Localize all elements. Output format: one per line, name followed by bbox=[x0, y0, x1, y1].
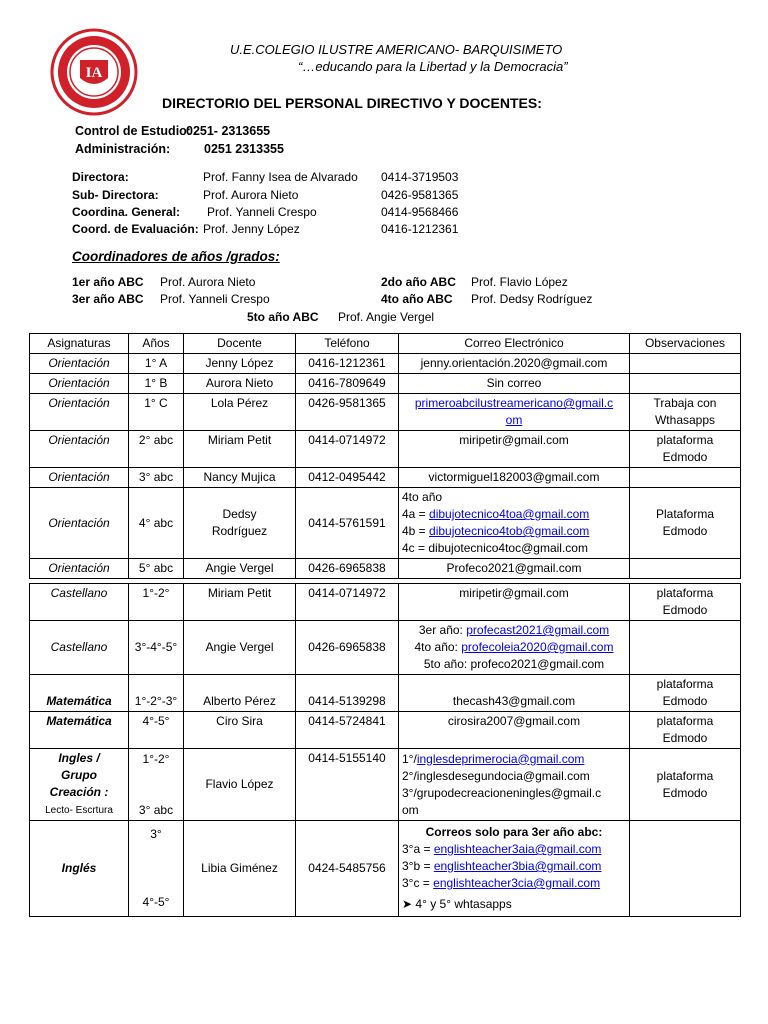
years-bottom: 4°-5° bbox=[142, 895, 170, 909]
coordinator-name: Prof. Dedsy Rodríguez bbox=[471, 292, 593, 306]
cell-years bbox=[129, 749, 184, 821]
table-row bbox=[30, 374, 741, 394]
contact-administracion-value: 0251 2313355 bbox=[204, 142, 284, 156]
cell-obs bbox=[630, 488, 741, 559]
cell-teacher: Ciro Sira bbox=[184, 712, 296, 749]
page-title-text: DIRECTORIO DEL PERSONAL DIRECTIVO Y DOCENTES bbox=[162, 95, 538, 111]
email-label: 1°/ bbox=[402, 751, 417, 766]
cell-email: thecash43@gmail.com bbox=[399, 675, 630, 712]
header-correo: Correo Electrónico bbox=[399, 334, 630, 354]
email-link[interactable]: profecoleia2020@gmail.com bbox=[461, 640, 614, 654]
cell-obs bbox=[630, 559, 741, 579]
coordinator-year: 2do año ABC bbox=[381, 275, 456, 289]
cell-teacher: Nancy Mujica bbox=[184, 468, 296, 488]
cell-years: 3°-4°-5° bbox=[129, 621, 184, 675]
cell-phone: 0414-5155140 bbox=[296, 749, 399, 821]
table-row bbox=[30, 749, 741, 821]
email-link[interactable]: dibujotecnico4toa@gmail.com bbox=[429, 507, 590, 521]
cell-years: 5° abc bbox=[129, 559, 184, 579]
subjects-table bbox=[29, 583, 741, 917]
cell-teacher: Flavio López bbox=[184, 749, 296, 821]
cell-years: 1°-2°-3° bbox=[129, 675, 184, 712]
cell-years: 4° abc bbox=[129, 488, 184, 559]
header-asignaturas: Asignaturas bbox=[30, 334, 129, 354]
cell-phone: 0426-9581365 bbox=[296, 394, 399, 431]
staff-phone: 0426-9581365 bbox=[381, 188, 459, 202]
cell-subject: Orientación bbox=[30, 374, 129, 394]
cell-phone: 0426-6965838 bbox=[296, 559, 399, 579]
table-row bbox=[30, 431, 741, 468]
cell-years: 3° abc bbox=[129, 468, 184, 488]
cell-years bbox=[129, 821, 184, 917]
staff-phone: 0414-9568466 bbox=[381, 205, 459, 219]
contact-control-estudio-label: Control de Estudio: bbox=[75, 124, 191, 138]
cell-email bbox=[399, 821, 630, 917]
table-row bbox=[30, 675, 741, 712]
obs-line: plataforma bbox=[656, 433, 714, 447]
obs-line: plataforma bbox=[656, 677, 714, 691]
cell-obs bbox=[630, 675, 741, 712]
obs-line: Edmodo bbox=[662, 694, 708, 708]
cell-subject: Matemática bbox=[30, 675, 129, 712]
school-name: U.E.COLEGIO ILUSTRE AMERICANO- BARQUISIMETO bbox=[230, 42, 563, 57]
cell-email bbox=[399, 749, 630, 821]
cell-years: 1° A bbox=[129, 354, 184, 374]
years-top: 3° bbox=[150, 827, 162, 841]
cell-phone: 0414-0714972 bbox=[296, 584, 399, 621]
contact-administracion-label: Administración: bbox=[75, 142, 171, 156]
table-row bbox=[30, 354, 741, 374]
cell-teacher: Angie Vergel bbox=[184, 621, 296, 675]
cell-teacher: Lola Pérez bbox=[184, 394, 296, 431]
obs-line: Trabaja con bbox=[653, 396, 717, 410]
cell-obs bbox=[630, 584, 741, 621]
cell-obs bbox=[630, 621, 741, 675]
staff-phone: 0416-1212361 bbox=[381, 222, 459, 236]
staff-name: Prof. Fanny Isea de Alvarado bbox=[203, 170, 358, 184]
cell-obs bbox=[630, 468, 741, 488]
cell-teacher: Miriam Petit bbox=[184, 584, 296, 621]
email-link[interactable]: dibujotecnico4tob@gmail.com bbox=[429, 524, 590, 538]
email-text: dibujotecnico4toc@gmail.com bbox=[428, 541, 588, 555]
header-observaciones: Observaciones bbox=[630, 334, 741, 354]
cell-email bbox=[399, 488, 630, 559]
coordinators-title: Coordinadores de años /grados: bbox=[72, 249, 280, 264]
note-text: 4° y 5° whtasapps bbox=[415, 897, 512, 911]
table-row bbox=[30, 584, 741, 621]
coordinator-name: Prof. Aurora Nieto bbox=[160, 275, 256, 289]
cell-obs bbox=[630, 821, 741, 917]
email-label: 3°b = bbox=[402, 859, 434, 873]
staff-name: Prof. Jenny López bbox=[203, 222, 300, 236]
coordinator-name: Prof. Flavio López bbox=[471, 275, 568, 289]
cell-phone: 0414-5724841 bbox=[296, 712, 399, 749]
subject-line: Ingles / bbox=[58, 751, 100, 765]
email-text: 3°/grupodecreacioneningles@gmail.c bbox=[402, 785, 602, 800]
page-title-colon: : bbox=[537, 95, 542, 111]
email-link[interactable]: englishteacher3bia@gmail.com bbox=[433, 859, 602, 873]
email-text: om bbox=[402, 802, 419, 817]
coordinator-year: 1er año ABC bbox=[72, 275, 144, 289]
cell-phone: 0426-6965838 bbox=[296, 621, 399, 675]
email-link[interactable]: profecast2021@gmail.com bbox=[466, 623, 610, 637]
school-logo bbox=[50, 28, 138, 116]
cell-subject: Orientación bbox=[30, 394, 129, 431]
email-link[interactable]: primeroabcilustreamericano@gmail.c bbox=[414, 396, 614, 410]
cell-email: Profeco2021@gmail.com bbox=[399, 559, 630, 579]
obs-line: plataforma bbox=[656, 586, 714, 600]
cell-phone: 0412-0495442 bbox=[296, 468, 399, 488]
table-row bbox=[30, 468, 741, 488]
cell-phone: 0416-1212361 bbox=[296, 354, 399, 374]
page-title bbox=[162, 95, 542, 111]
cell-email bbox=[399, 394, 630, 431]
email-label: 4c = bbox=[402, 541, 429, 555]
table-row bbox=[30, 621, 741, 675]
cell-teacher: Angie Vergel bbox=[184, 559, 296, 579]
coordinator-name: Prof. Yanneli Crespo bbox=[160, 292, 270, 306]
staff-name: Prof. Aurora Nieto bbox=[203, 188, 299, 202]
cell-obs bbox=[630, 712, 741, 749]
staff-role: Sub- Directora: bbox=[72, 188, 159, 202]
cell-phone: 0414-5761591 bbox=[296, 488, 399, 559]
logo-initials: IA bbox=[85, 65, 103, 81]
obs-line: Plataforma bbox=[655, 507, 715, 521]
staff-role: Directora: bbox=[72, 170, 129, 184]
email-label: 3er año: bbox=[418, 623, 467, 637]
staff-phone: 0414-3719503 bbox=[381, 170, 459, 184]
staff-name: Prof. Yanneli Crespo bbox=[207, 205, 317, 219]
coordinator-name: Prof. Angie Vergel bbox=[338, 310, 435, 324]
contact-control-estudio-value: 0251- 2313655 bbox=[186, 124, 271, 138]
obs-line: plataforma bbox=[656, 768, 714, 783]
cell-subject: Orientación bbox=[30, 488, 129, 559]
email-label: 4to año: bbox=[414, 640, 462, 654]
obs-line: plataforma bbox=[656, 714, 714, 728]
email-link[interactable]: englishteacher3cia@gmail.com bbox=[433, 876, 601, 890]
cell-email: jenny.orientación.2020@gmail.com bbox=[399, 354, 630, 374]
email-link[interactable]: om bbox=[505, 413, 523, 427]
email-text: 5to año: profeco2021@gmail.com bbox=[423, 657, 605, 671]
cell-obs bbox=[630, 431, 741, 468]
teacher-line: Dedsy bbox=[222, 507, 257, 521]
cell-obs bbox=[630, 354, 741, 374]
email-link[interactable]: englishteacher3aia@gmail.com bbox=[433, 842, 602, 856]
cell-obs bbox=[630, 394, 741, 431]
header-anos: Años bbox=[129, 334, 184, 354]
cell-email: cirosira2007@gmail.com bbox=[399, 712, 630, 749]
cell-years: 2° abc bbox=[129, 431, 184, 468]
staff-role: Coordina. General: bbox=[72, 205, 181, 219]
cell-obs bbox=[630, 374, 741, 394]
arrow-bullet-icon: ➤ bbox=[402, 897, 413, 911]
cell-email bbox=[399, 621, 630, 675]
table-row bbox=[30, 712, 741, 749]
table-row bbox=[30, 821, 741, 917]
cell-email: victormiguel182003@gmail.com bbox=[399, 468, 630, 488]
cell-email: miripetir@gmail.com bbox=[399, 431, 630, 468]
cell-years: 4°-5° bbox=[129, 712, 184, 749]
email-label: 4b = bbox=[402, 524, 430, 538]
obs-line: Edmodo bbox=[662, 524, 708, 538]
cell-subject: Orientación bbox=[30, 468, 129, 488]
cell-teacher: Aurora Nieto bbox=[184, 374, 296, 394]
cell-teacher: Libia Giménez bbox=[184, 821, 296, 917]
email-label: 4a = bbox=[402, 507, 430, 521]
email-label: 3°a = bbox=[402, 842, 434, 856]
cell-teacher bbox=[184, 488, 296, 559]
cell-email: miripetir@gmail.com bbox=[399, 584, 630, 621]
header-telefono: Teléfono bbox=[296, 334, 399, 354]
header-docente: Docente bbox=[184, 334, 296, 354]
cell-phone: 0414-5139298 bbox=[296, 675, 399, 712]
obs-line: Wthasapps bbox=[654, 413, 716, 427]
email-label: 3°c = bbox=[402, 876, 434, 890]
school-motto: “…educando para la Libertad y la Democracia” bbox=[298, 59, 568, 74]
cell-years: 1° B bbox=[129, 374, 184, 394]
coordinator-year: 3er año ABC bbox=[72, 292, 144, 306]
obs-line: Edmodo bbox=[662, 603, 708, 617]
coordinator-year: 5to año ABC bbox=[247, 310, 319, 324]
cell-subject: Castellano bbox=[30, 621, 129, 675]
cell-email: Sin correo bbox=[399, 374, 630, 394]
cell-subject: Orientación bbox=[30, 354, 129, 374]
cell-phone: 0414-0714972 bbox=[296, 431, 399, 468]
table-row bbox=[30, 394, 741, 431]
cell-teacher: Jenny López bbox=[184, 354, 296, 374]
teacher-line: Rodríguez bbox=[211, 524, 268, 538]
cell-obs bbox=[630, 749, 741, 821]
obs-line: Edmodo bbox=[662, 450, 708, 464]
obs-line: Edmodo bbox=[662, 785, 708, 800]
email-text: 2°/inglesdesegundocia@gmail.com bbox=[402, 768, 590, 783]
cell-phone: 0416-7809649 bbox=[296, 374, 399, 394]
cell-years: 1° C bbox=[129, 394, 184, 431]
cell-subject bbox=[30, 749, 129, 821]
years-bottom: 3° abc bbox=[138, 802, 174, 817]
cell-subject: Inglés bbox=[30, 821, 129, 917]
staff-role: Coord. de Evaluación: bbox=[72, 222, 199, 236]
years-top: 1°-2° bbox=[142, 751, 170, 766]
table-row bbox=[30, 559, 741, 579]
subject-line: Lecto- Escrtura bbox=[45, 805, 113, 816]
cell-subject: Orientación bbox=[30, 559, 129, 579]
subject-line: Grupo bbox=[61, 768, 97, 782]
coordinator-year: 4to año ABC bbox=[381, 292, 453, 306]
cell-teacher: Miriam Petit bbox=[184, 431, 296, 468]
table-header-row bbox=[30, 334, 741, 354]
subject-line: Creación : bbox=[49, 785, 109, 799]
cell-subject: Orientación bbox=[30, 431, 129, 468]
obs-line: Edmodo bbox=[662, 731, 708, 745]
cell-years: 1°-2° bbox=[129, 584, 184, 621]
email-link[interactable]: inglesdeprimerocia@gmail.com bbox=[416, 751, 585, 766]
cell-phone: 0424-5485756 bbox=[296, 821, 399, 917]
email-head: 4to año bbox=[402, 490, 443, 504]
cell-subject: Matemática bbox=[30, 712, 129, 749]
email-head: Correos solo para 3er año abc: bbox=[425, 825, 603, 839]
table-row bbox=[30, 488, 741, 559]
orientation-table bbox=[29, 333, 741, 579]
cell-teacher: Alberto Pérez bbox=[184, 675, 296, 712]
cell-subject: Castellano bbox=[30, 584, 129, 621]
